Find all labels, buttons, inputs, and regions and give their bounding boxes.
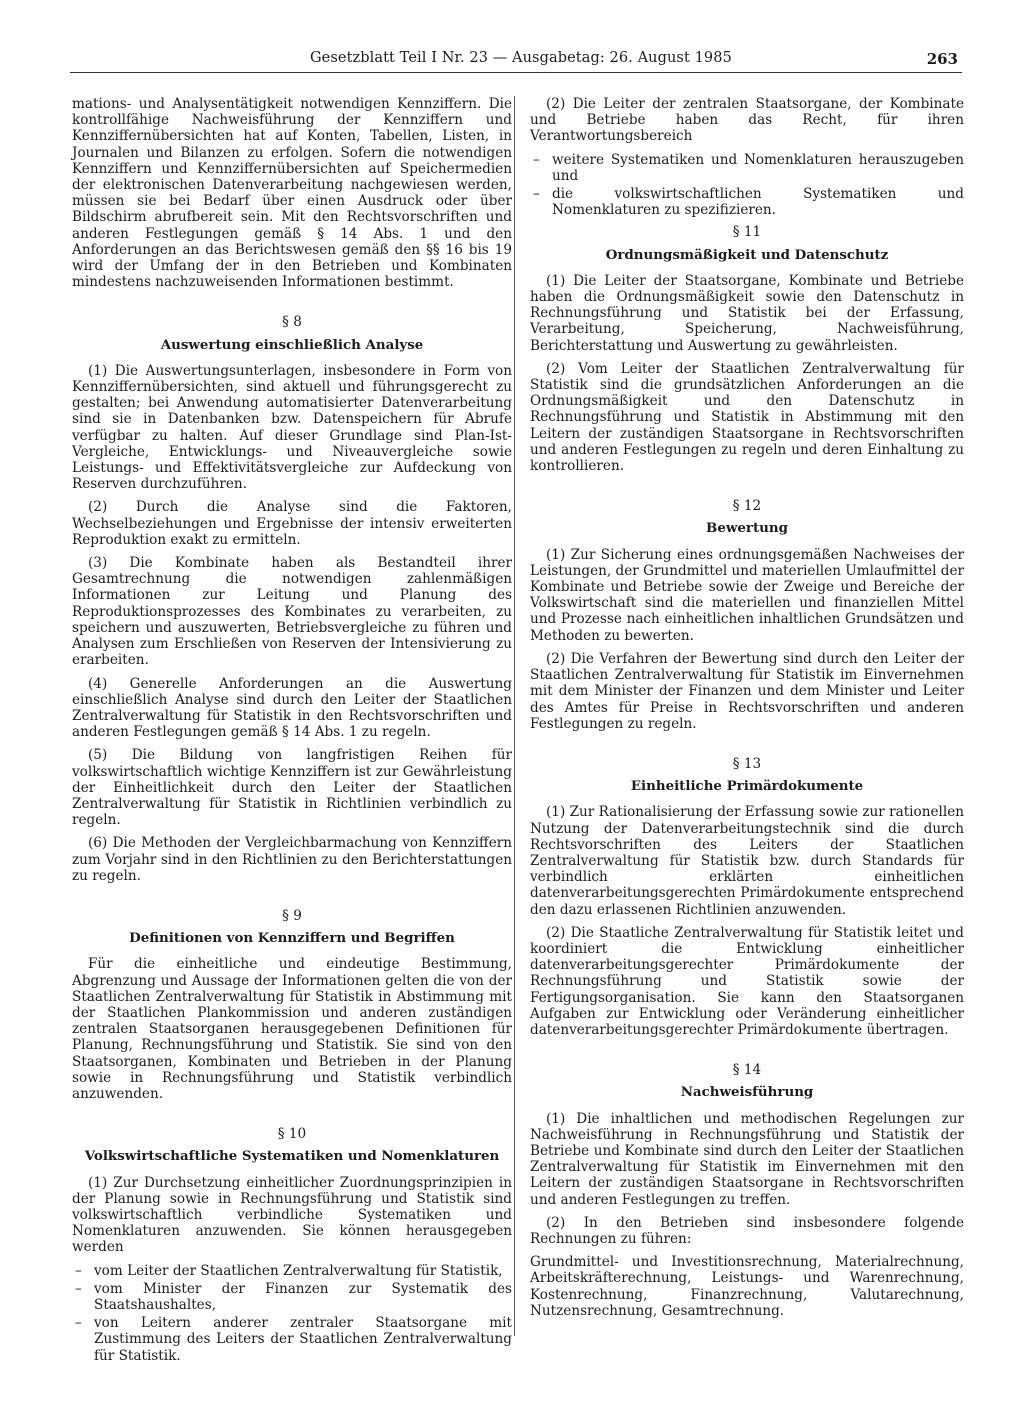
paragraph: Grundmittel- und Investitionsrechnung, Materialrechnung, Arbeitskräfterechnung, Leistungs- und Warenrechnung, Kostenrechnung, Finanzrechnung, Valutarechnung, Nutzensrechnung, Gesamtrechnung. [530,1254,964,1319]
right-column [530,96,964,1326]
paragraph: (2) Die Staatliche Zentralverwaltung für Statistik leitet und koordiniert die Entwicklung einheitlicher datenverarbeitungsgerechter Primärdokumente der Rechnungsführung und Statistik sowie der Fertigungsorganisation. Sie kann den Staatsorganen Aufgaben zur Entwicklung oder Veränderung einheitlicher datenverarbeitungsgerechter Primärdokumente übertragen. [530,924,964,1038]
section-number: § 10 [277,1126,307,1143]
paragraph: (3) Die Kombinate haben als Bestandteil ihrer Gesamtrechnung die notwendigen zahlenmäßigen Informationen zur Leitung und Planung des Reproduktionsprozesses des Kombinates zu verarbeiten, zu speichern und auszuwerten, Betriebsvergleiche zu führen und Analysen zum Erschließen von Reserven der Intensivierung zu erarbeiten. [72,555,512,669]
paragraph: (1) Zur Sicherung eines ordnungsgemäßen Nachweises der Leistungen, der Grundmittel und materiellen Umlaufmittel der Kombinate und Betriebe sowie der Zweige und Bereiche der Volkswirtschaft sind die materiellen und finanziellen Mittel und Prozesse nach einheitlichen inhaltlichen Grundsätzen und Methoden zu bewerten. [530,546,964,644]
paragraph: mations- und Analysentätigkeit notwendigen Kennziffern. Die kontrollfähige Nachweisführung der Kennziffern und Kennziffernübersichten hat auf Konten, Tabellen, Listen, in Journalen und Bilanzen zu erfolgen. Sofern die notwendigen Kennziffern und Kennziffernübersichten auf Speichermedien der elektronischen Datenverarbeitung nachgewiesen werden, müssen sie bei Bedarf über einen Ausdruck oder über Bildschirm abrufbereit sein. Mit den Rechtsvorschriften und anderen Festlegungen gemäß § 14 Abs. 1 und den Anforderungen an das Berichtswesen gemäß den §§ 16 bis 19 wird der Umfang der in den Betrieben und Kombinaten mindestens nachzuweisenden Informationen bestimmt. [72,96,512,291]
left-column [72,96,512,1370]
section-number: § 14 [732,1062,762,1079]
section-title: Nachweisführung [680,1084,814,1101]
section-number: § 12 [732,498,762,515]
paragraph: (2) Durch die Analyse sind die Faktoren, Wechselbeziehungen und Ergebnisse der intensiv erweiterten Reproduktion exakt zu ermitteln. [72,499,512,548]
column-divider [514,96,515,1336]
paragraph: (1) Die Leiter der Staatsorgane, Kombinate und Betriebe haben die Ordnungsmäßigkeit sowie den Datenschutz in Rechnungsführung und Statistik bei der Erfassung, Verarbeitung, Speicherung, Nachweisführung, Berichterstattung und Auswertung zu gewährleisten. [530,272,964,354]
paragraph: (2) In den Betrieben sind insbesondere folgende Rechnungen zu führen: [530,1214,964,1247]
paragraph: (1) Die Auswertungsunterlagen, insbesondere in Form von Kennziffernübersichten, sind aktuell und führungsgerecht zu gestalten; bei Anwendung automatisierter Datenverarbeitung sind sie in Datenbanken bzw. Datenspeichern für Abrufe verfügbar zu halten. Auf dieser Grundlage sind Plan-Ist-Vergleiche, Entwicklungs- und Niveauvergleiche sowie Leistungs- und Effektivitätsvergleiche zur Aufdeckung von Reserven durchzuführen. [72,362,512,493]
paragraph: (1) Zur Rationalisierung der Erfassung sowie zur rationellen Nutzung der Datenverarbeitungstechnik sind die durch Rechtsvorschriften des Leiters der Staatlichen Zentralverwaltung für Statistik bzw. durch Standards für verbindlich erklärten einheitlichen datenverarbeitungsgerechten Primärdokumente entsprechend den dazu erlassenen Richtlinien anzuwenden. [530,804,964,918]
section-number: § 9 [282,907,302,924]
paragraph: (2) Die Leiter der zentralen Staatsorgane, der Kombinate und Betriebe haben das Recht, für ihren Verantwortungsbereich [530,96,964,145]
page-number: 263 [926,50,958,68]
section-title: Ordnungsmäßigkeit und Datenschutz [605,246,889,263]
section-title: Bewertung [706,520,788,537]
header-rule [70,72,962,73]
section-title: Volkswirtschaftliche Systematiken und Nomenklaturen [84,1148,500,1165]
paragraph: (1) Die inhaltlichen und methodischen Regelungen zur Nachweisführung in Rechnungsführung und Statistik der Betriebe und Kombinate sind durch den Leiter der Staatlichen Zentralverwaltung für Statistik im Einvernehmen mit den Leitern der zuständigen Staatsorgane in Rechtsvorschriften und anderen Festlegungen zu treffen. [530,1110,964,1208]
section-title: Definitionen von Kennziffern und Begriffen [129,930,455,947]
list-item: – von Leitern anderer zentraler Staatsorgane mit Zustimmung des Leiters der Staatlichen Zentralverwaltung für Statistik. [72,1315,512,1364]
section-title: Auswertung einschließlich Analyse [160,336,424,353]
list-item: – weitere Systematiken und Nomenklaturen herauszugeben und [530,152,964,184]
dash-list [530,152,964,219]
paragraph: (5) Die Bildung von langfristigen Reihen für volkswirtschaftlich wichtige Kennziffern ist zur Gewährleistung der Einheitlichkeit durch den Leiter der Staatlichen Zentralverwaltung für Statistik in Richtlinien verbindlich zu regeln. [72,747,512,829]
page-header [70,50,962,72]
section-title: Einheitliche Primärdokumente [630,778,864,795]
paragraph: (6) Die Methoden der Vergleichbarmachung von Kennziffern zum Vorjahr sind in den Richtlinien zu den Berichterstattungen zu regeln. [72,835,512,884]
paragraph: (2) Vom Leiter der Staatlichen Zentralverwaltung für Statistik sind die grundsätzlichen Anforderungen an die Ordnungsmäßigkeit und den Datenschutz in Rechnungsführung und Statistik in Abstimmung mit den Leitern der zuständigen Staatsorgane in Rechtsvorschriften und anderen Festlegungen zu regeln und deren Einhaltung zu kontrollieren. [530,360,964,475]
list-item: – vom Minister der Finanzen zur Systematik des Staatshaushaltes, [72,1281,512,1313]
paragraph: (4) Generelle Anforderungen an die Auswertung einschließlich Analyse sind durch den Leiter der Staatlichen Zentralverwaltung für Statistik in den Rechtsvorschriften und anderen Festlegungen gemäß § 14 Abs. 1 zu regeln. [72,675,512,741]
dash-list [72,1263,512,1364]
list-item: – die volkswirtschaftlichen Systematiken und Nomenklaturen zu spezifizieren. [530,186,964,218]
list-item: – vom Leiter der Staatlichen Zentralverwaltung für Statistik, [72,1263,512,1279]
paragraph: (1) Zur Durchsetzung einheitlicher Zuordnungsprinzipien in der Planung sowie in Rechnungsführung und Statistik sind volkswirtschaftlich verbindliche Systematiken und Nomenklaturen anzuwenden. Sie können herausgegeben werden [72,1174,512,1256]
paragraph: (2) Die Verfahren der Bewertung sind durch den Leiter der Staatlichen Zentralverwaltung für Statistik im Einvernehmen mit dem Minister der Finanzen und dem Minister und Leiter des Amtes für Preise in Rechtsvorschriften und anderen Festlegungen zu regeln. [530,650,964,732]
paragraph: Für die einheitliche und eindeutige Bestimmung, Abgrenzung und Aussage der Informationen gelten die von der Staatlichen Zentralverwaltung für Statistik in Abstimmung mit der Staatlichen Plankommission und anderen zuständigen zentralen Staatsorganen herausgegebenen Definitionen für Planung, Rechnungsführung und Statistik. Sie sind von den Staatsorganen, Kombinaten und Betrieben in der Planung sowie in Rechnungsführung und Statistik verbindlich anzuwenden. [72,956,512,1102]
section-number: § 11 [732,224,762,241]
section-number: § 8 [282,314,302,331]
header-title: Gesetzblatt Teil I Nr. 23 — Ausgabetag: 26. August 1985 [310,50,732,66]
section-number: § 13 [732,755,762,772]
